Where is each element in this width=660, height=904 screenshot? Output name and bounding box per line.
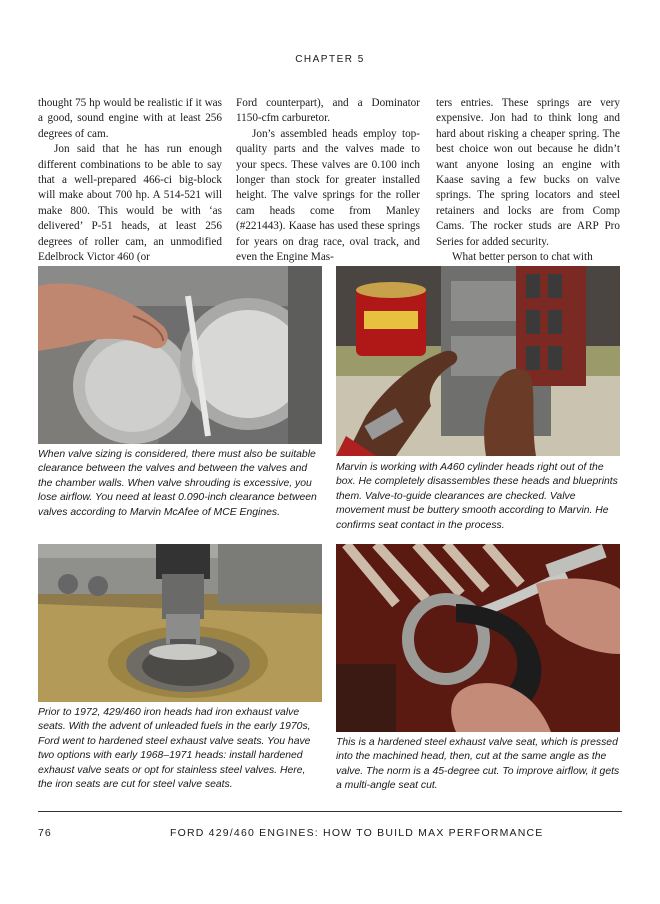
text-column-3 <box>436 96 620 265</box>
caption-1: When valve sizing is considered, there must also be suitable clearance between the valves and between the valves and the chamber walls. When valve shrouding is excessive, you lose airflow. You need at least 0.090-inch clearance between valves according to Marvin McAfee of MCE Engines. <box>38 449 317 518</box>
caption-3: Prior to 1972, 429/460 iron heads had iron exhaust valve seats. With the advent of unleaded fuels in the early 1970s, Ford went to hardened steel exhaust valve seats. You have two options with early 1968–1971 heads: install hardened exhaust valve seats or opt for stainless steel valves. Here, the iron seats are cut for steel valve seats. <box>38 707 311 791</box>
text-column-2 <box>236 96 420 265</box>
caption-4: This is a hardened steel exhaust valve seat, which is pressed into the machined head, then, cut at the same angle as the valve. The norm is a 45-degree cut. To improve airflow, it gets a multi-angle seat cut. <box>336 737 620 792</box>
paragraph: Jon’s assembled heads employ top-quality parts and the valves made to your specs. These valves are 0.100 inch longer than stock for greater installed height. The valve springs for the roller cam heads come from Manley (#221443). Kaase has used these springs for years on drag race, oval track, and even the Engine Mas- <box>236 127 420 264</box>
paragraph: ters entries. These springs are very expensive. Jon had to think long and hard about risking a cheaper spring. The best choice won out because he didn’t want anyone losing an engine with Kaase saving a few bucks on valve springs. The spring locators and steel retainers and locks are from Comp Cams. The rocker studs are ARP Pro Series for added security. <box>436 97 620 248</box>
chapter-header: CHAPTER 5 <box>295 54 365 65</box>
footer-rule <box>38 811 622 812</box>
page-number: 76 <box>38 827 52 839</box>
photo-marvin-heads <box>336 266 620 456</box>
caption-2: Marvin is working with A460 cylinder heads right out of the box. He completely disassembles these heads and blueprints them. Valve-to-guide clearances are checked. Valve movement must be buttery smooth according to Marvin. He confirms seat contact in the process. <box>336 462 618 531</box>
paragraph: Jon said that he has run enough different combinations to be able to say that a well-prepared 466-ci big-block will make about 700 hp. A 514-521 will make 800. This would be with ‘as delivered’ P-51 heads, at least 256 degrees of roller cam, an unmodified Edelbrock Victor 460 (or <box>38 143 222 264</box>
photo-seat-cutting <box>38 544 322 702</box>
paragraph: thought 75 hp would be realistic if it was a good, sound engine with at least 256 degrees of cam. <box>38 97 222 140</box>
book-title: FORD 429/460 ENGINES: HOW TO BUILD MAX PERFORMANCE <box>170 827 544 839</box>
paragraph: What better person to chat with <box>452 251 593 264</box>
photo-micrometer <box>336 544 620 732</box>
text-column-1 <box>38 96 222 265</box>
paragraph: Ford counterpart), and a Dominator 1150-cfm carburetor. <box>236 97 420 125</box>
photo-valve-clearance <box>38 266 322 444</box>
